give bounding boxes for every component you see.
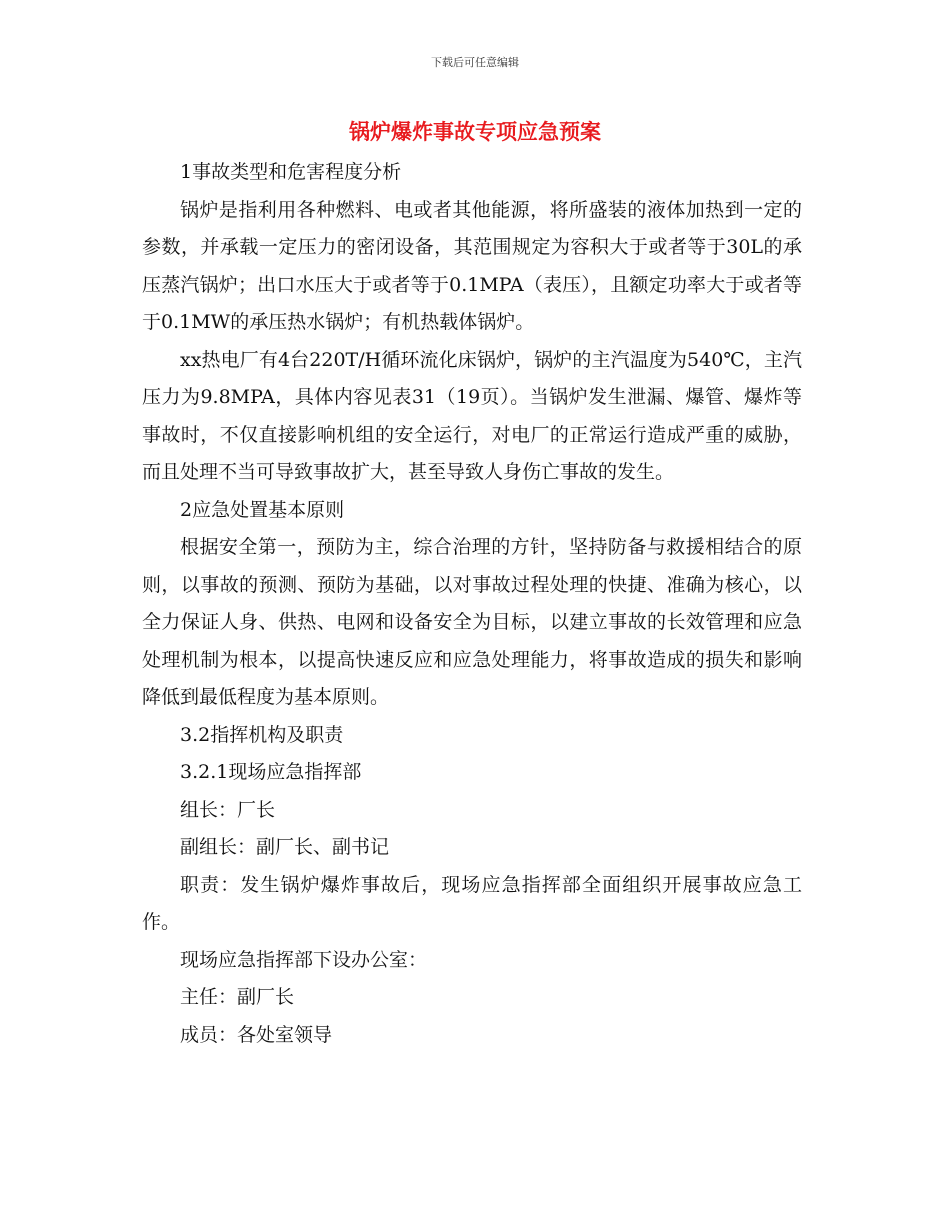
paragraph-duties: 职责：发生锅炉爆炸事故后，现场应急指挥部全面组织开展事故应急工作。 <box>142 873 802 933</box>
document-title: 锅炉爆炸事故专项应急预案 <box>349 119 601 144</box>
line-office: 现场应急指挥部下设办公室： <box>180 948 428 971</box>
section-heading-3-2-1: 3.2.1现场应急指挥部 <box>180 761 362 783</box>
line-deputy-leader: 副组长：副厂长、副书记 <box>180 836 390 858</box>
line-group-leader: 组长：厂长 <box>180 798 276 821</box>
line-members: 成员：各处室领导 <box>180 1023 333 1046</box>
paragraph-principles: 根据安全第一，预防为主，综合治理的方针，坚持防备与救援相结合的原则，以事故的预测、预防为基础，以对事故过程处理的快捷、准确为核心，以全力保证人身、供热、电网和设备安全为目标，以建立事故的长效管理和应急处理机制为根本，以提高快速反应和应急处理能力，将事故造成的损失和影响降低到最低程度为基本原则。 <box>142 536 802 708</box>
paragraph-boiler-definition: 锅炉是指利用各种燃料、电或者其他能源，将所盛装的液体加热到一定的参数，并承载一定压力的密闭设备，其范围规定为容积大于或者等于30L的承压蒸汽锅炉；出口水压大于或者等于0.1MPA（表压），且额定功率大于或者等于0.1MW的承压热水锅炉；有机热载体锅炉。 <box>142 198 802 333</box>
line-director: 主任：副厂长 <box>180 986 295 1008</box>
paragraph-plant-description: xx热电厂有4台220T/H循环流化床锅炉，锅炉的主汽温度为540℃，主汽压力为9.8MPA，具体内容见表31（19页）。当锅炉发生泄漏、爆管、爆炸等事故时，不仅直接影响机组的安全运行，对电厂的正常运行造成严重的威胁，而且处理不当可导致事故扩大，甚至导致人身伤亡事故的发生。 <box>142 348 802 483</box>
section-heading-2: 2应急处置基本原则 <box>180 498 345 521</box>
section-heading-1: 1事故类型和危害程度分析 <box>180 161 402 183</box>
section-heading-3-2: 3.2指挥机构及职责 <box>180 723 344 746</box>
header-note: 下载后可任意编辑 <box>431 56 519 69</box>
document-body <box>142 154 802 1054</box>
